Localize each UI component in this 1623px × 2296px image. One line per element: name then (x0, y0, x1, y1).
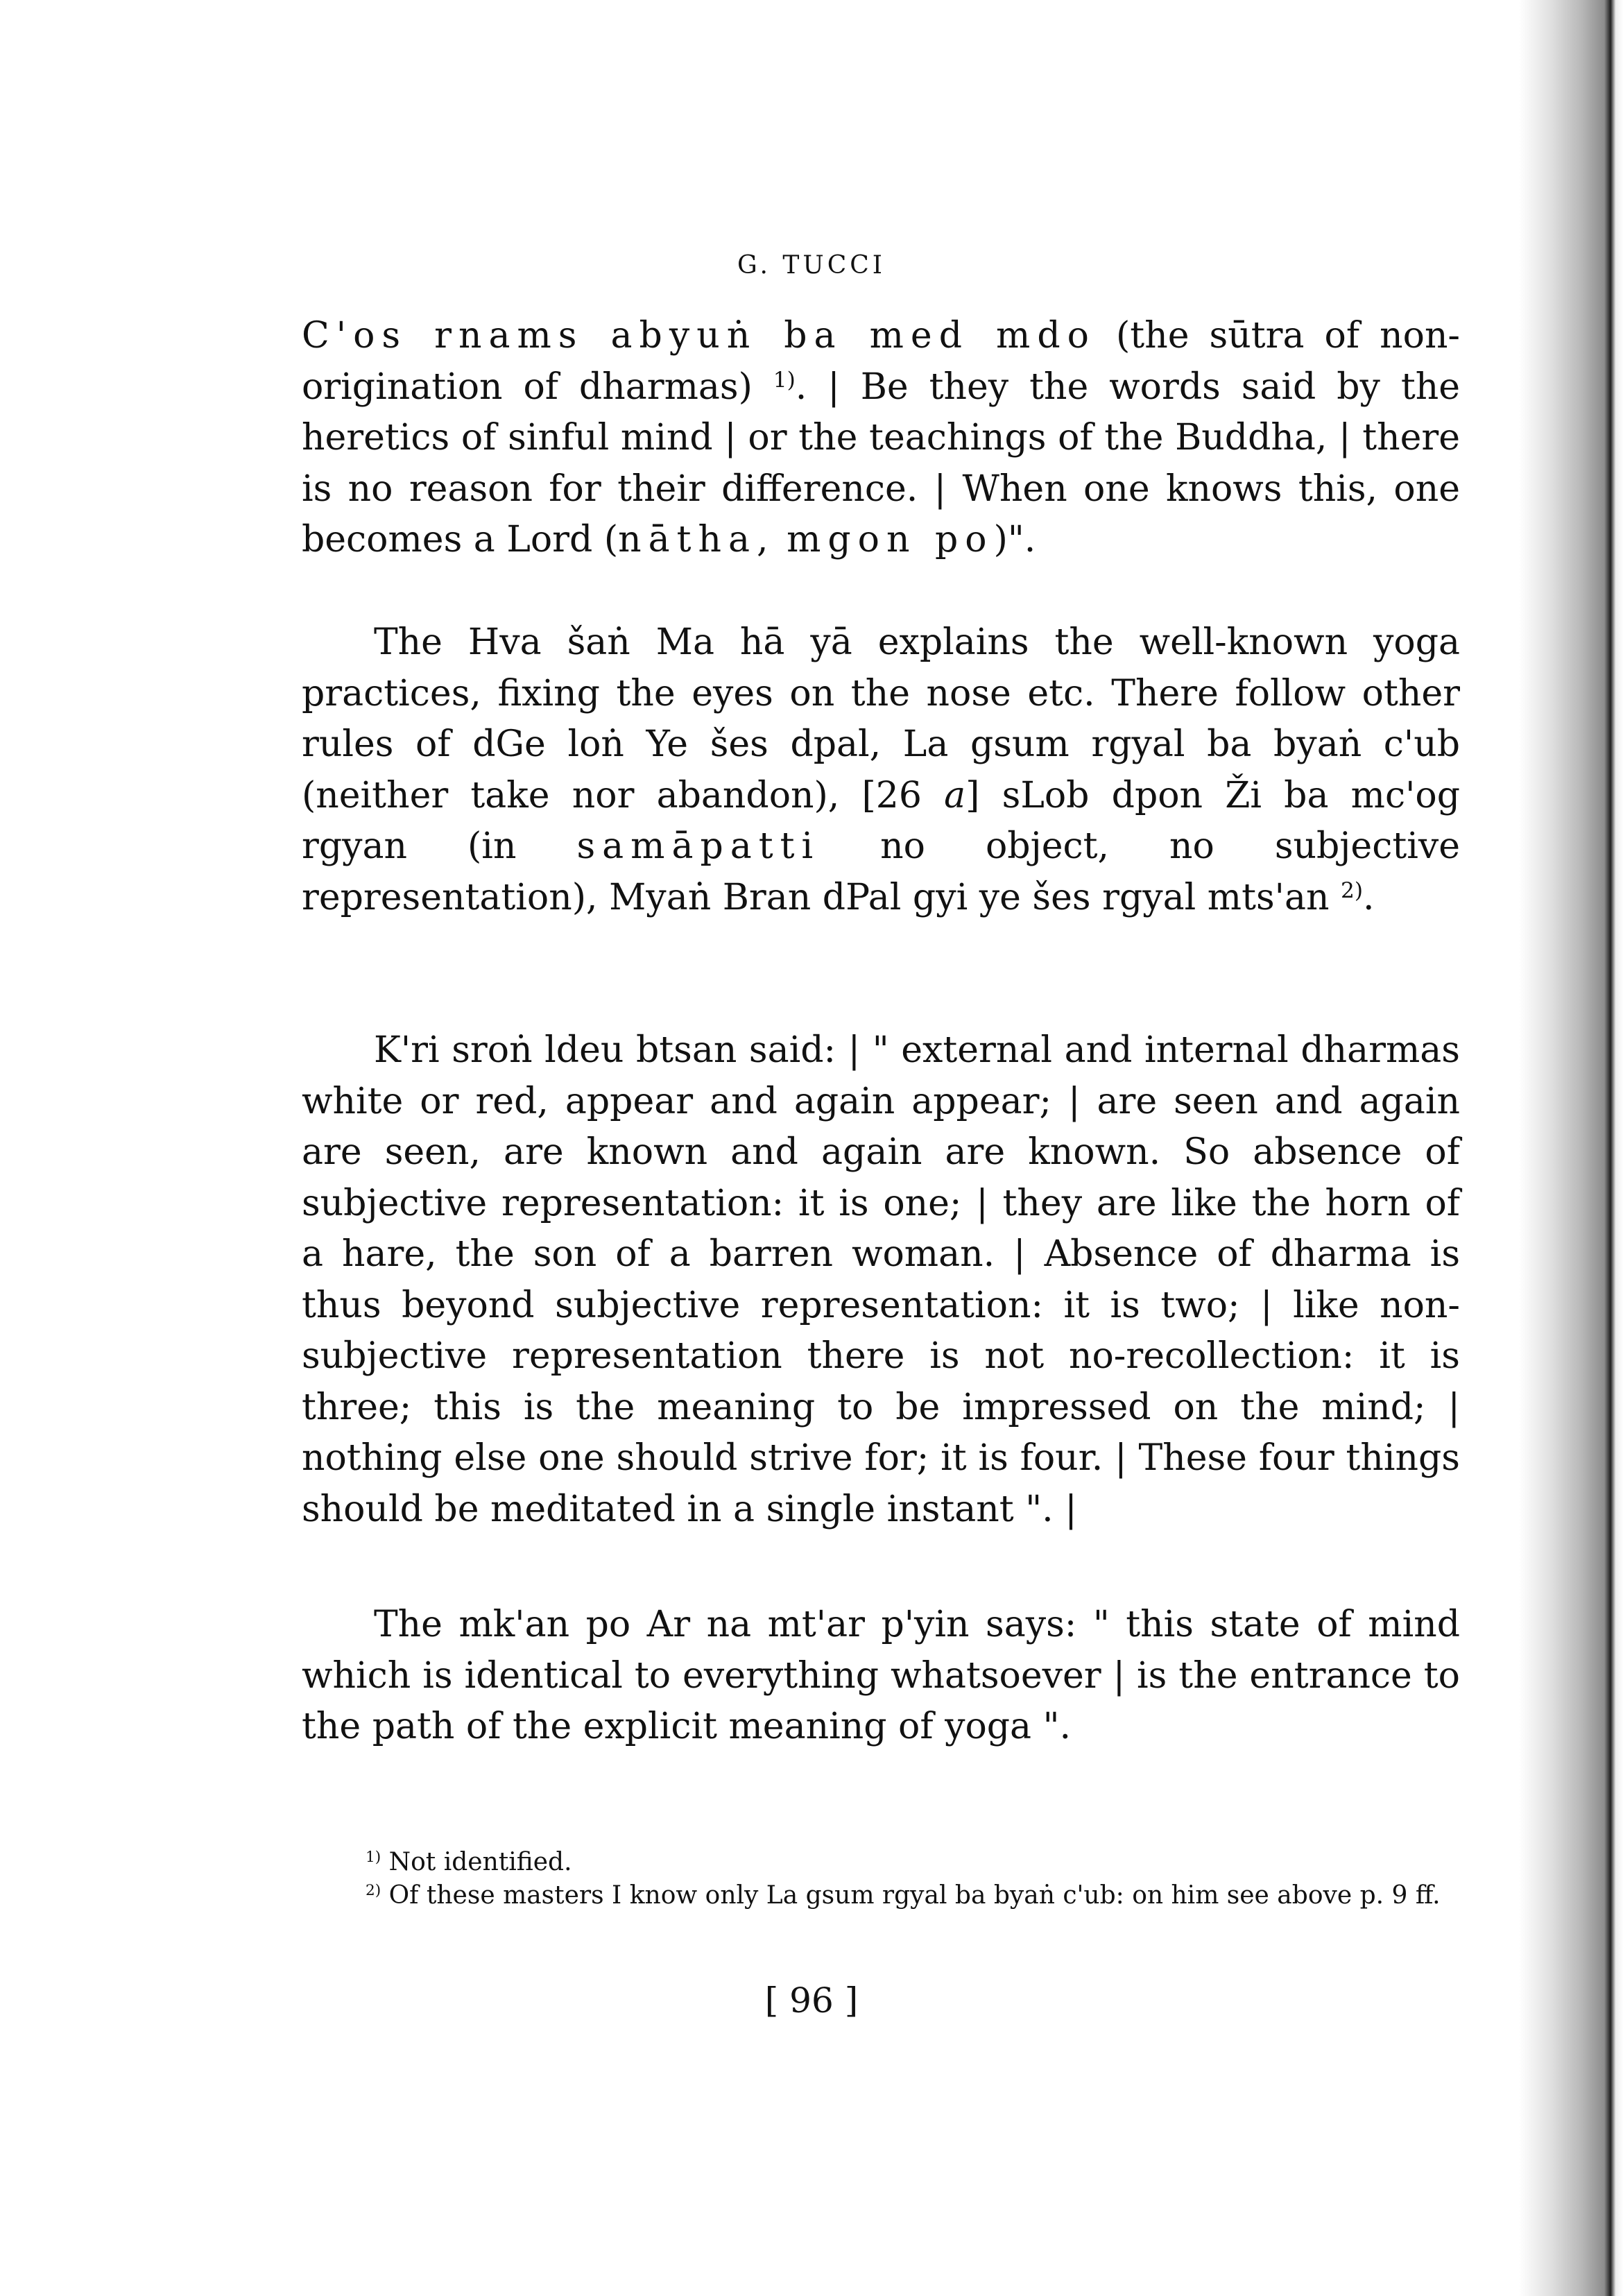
footnote-2-marker: 2) (366, 1882, 381, 1900)
paragraph-2 (302, 617, 1460, 923)
paragraph-1 (302, 311, 1460, 566)
footnote-1-marker: 1) (366, 1849, 381, 1867)
footnote-1-text: Not identified. (381, 1848, 572, 1876)
paragraph-2-text-c: no object, no subjective representation), Myaṅ Bran dPal gyi ye šes rgyal mts'an (302, 825, 1460, 918)
footnote-ref-1: 1) (773, 367, 796, 393)
paragraph-1-end: )". (993, 519, 1036, 560)
footnote-ref-2: 2) (1340, 877, 1363, 903)
term-samapatti: samāpatti (576, 825, 821, 867)
paragraph-2-text-a: The Hva šaṅ Ma hā yā explains the well-known yoga practices, fixing the eyes on the nose etc. There follow other rules of dGe loṅ Ye šes dpal, La gsum rgyal ba byaṅ c'ub (neither take nor abandon), [26 (302, 622, 1460, 816)
paragraph-2-text-b: ] sLob dpon Ži ba mc'og rgyan (in (302, 774, 1460, 867)
term-natha: nātha, (618, 519, 775, 560)
paragraph-2-end: . (1363, 876, 1375, 918)
term-mgon-po: mgon po (787, 519, 994, 560)
footnote-2 (302, 1879, 1460, 1912)
folio-side: a (944, 774, 966, 816)
footnote-2-text: Of these masters I know only La gsum rgyal ba byaṅ c'ub: on him see above p. 9 ff. (381, 1881, 1441, 1910)
running-head: G. TUCCI (737, 251, 886, 280)
title-sutra: C'os rnams abyuṅ ba med mdo (302, 315, 1096, 357)
paragraph-1-space (775, 519, 787, 560)
paragraph-4: The mk'an po Ar na mt'ar p'yin says: " this state of mind which is identical to everything whatsoever | is the entrance to the path of the explicit meaning of yoga ". (302, 1604, 1460, 1747)
page-number: [ 96 ] (764, 1980, 859, 2021)
footnotes (302, 1846, 1460, 1912)
footnote-1 (302, 1846, 1460, 1879)
paragraph-1-text-b: . | Be they the words said by the heretics of sinful mind | or the teachings of the Buddha, | there is no reason for their difference. | When one knows this, one becomes a Lord ( (302, 366, 1460, 560)
binding-shadow (1519, 0, 1623, 2296)
paragraph-3: K'ri sroṅ ldeu btsan said: | " external and internal dharmas white or red, appear and again appear; | are seen and again are seen, are known and again are known. So absence of subjective representation: it is one; | they are like the horn of a hare, the son of a barren woman. | Absence of dharma is thus beyond subjective representation: it is two; | like non-subjective representation there is not no-recollection: it is three; this is the meaning to be impressed on the mind; | nothing else one should strive for; it is four. | These four things should be meditated in a single instant ". | (302, 1029, 1460, 1530)
paragraph-1-text-a: (the sūtra of non-origination of dharmas) (302, 315, 1460, 408)
